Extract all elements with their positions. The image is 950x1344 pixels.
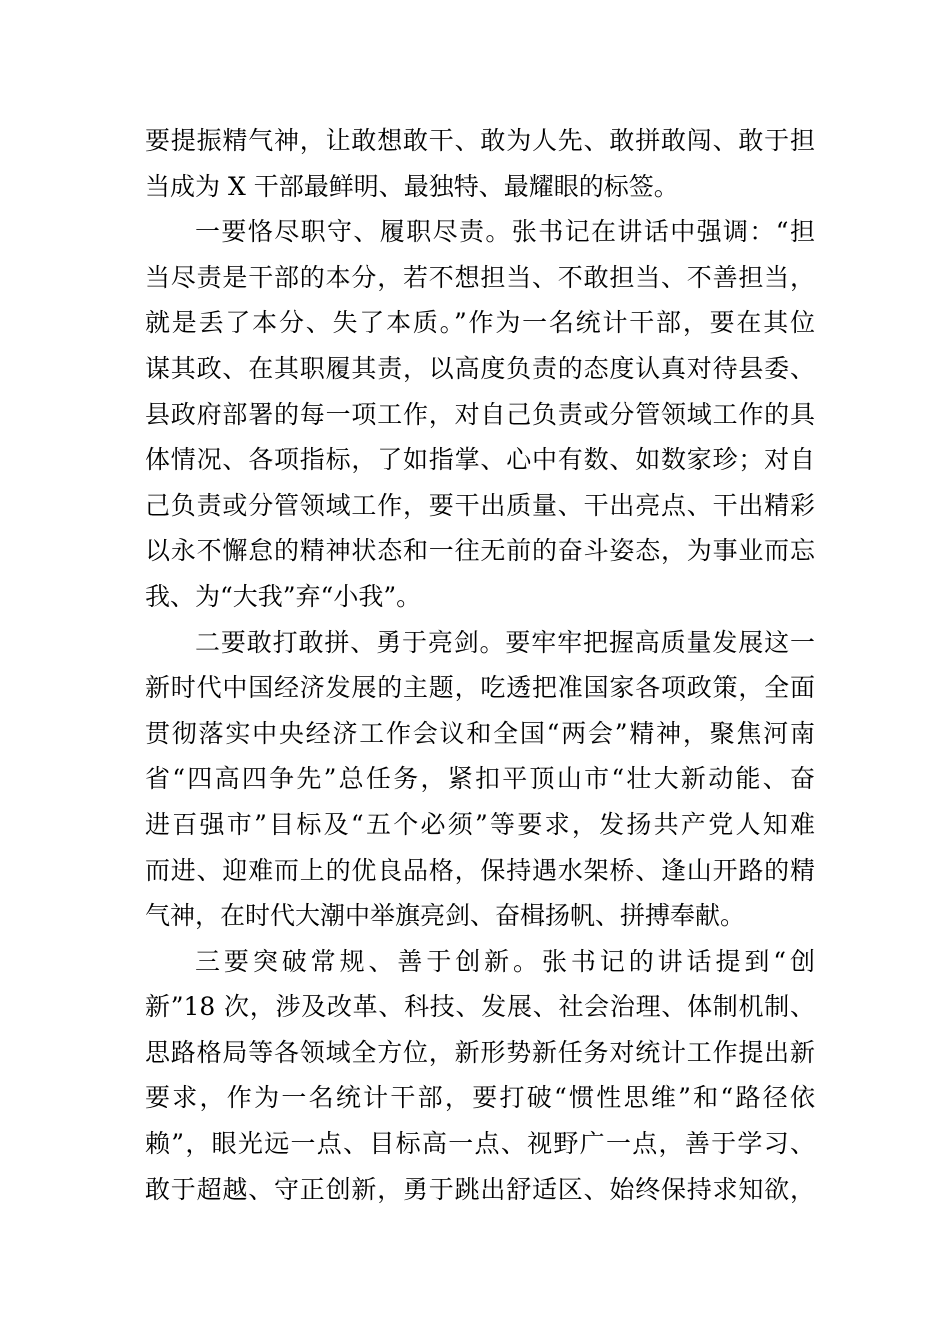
text-line: 当成为 X 干部最鲜明、最独特、最耀眼的标签。 [145, 171, 679, 201]
paragraph-first-line: 一要恪尽职守、履职尽责。张书记在讲话中强调：“担 [195, 217, 815, 247]
text-line: 谋其政、在其职履其责，以高度负责的态度认真对待县委、 [145, 353, 815, 383]
text-line: 进百强市”目标及“五个必须”等要求，发扬共产党人知难 [145, 809, 815, 839]
text-line: 县政府部署的每一项工作，对自己负责或分管领域工作的具 [145, 399, 815, 429]
text-line: 新”18 次，涉及改革、科技、发展、社会治理、体制机制、 [145, 992, 815, 1022]
text-line: 己负责或分管领域工作，要干出质量、干出亮点、干出精彩 [145, 490, 815, 520]
text-line: 要提振精气神，让敢想敢干、敢为人先、敢拼敢闯、敢于担 [145, 126, 815, 155]
text-line: 气神，在时代大潮中举旗亮剑、奋楫扬帆、拼搏奉献。 [145, 901, 746, 931]
text-line: 以永不懈怠的精神状态和一往无前的奋斗姿态，为事业而忘 [145, 536, 815, 566]
text-line: 敢于超越、守正创新，勇于跳出舒适区、始终保持求知欲， [145, 1174, 815, 1204]
paragraph-first-line: 二要敢打敢拼、勇于亮剑。要牢牢把握高质量发展这一 [195, 627, 815, 657]
text-line: 赖”，眼光远一点、目标高一点、视野广一点，善于学习、 [145, 1129, 815, 1159]
paragraph-first-line: 三要突破常规、善于创新。张书记的讲话提到“创 [195, 946, 815, 976]
text-line: 体情况、各项指标，了如指掌、心中有数、如数家珍；对自 [145, 445, 815, 475]
document-body-text [145, 118, 815, 1212]
text-line: 要求，作为一名统计干部，要打破“惯性思维”和“路径依 [145, 1083, 815, 1113]
text-line: 贯彻落实中央经济工作会议和全国“两会”精神，聚焦河南 [145, 718, 815, 748]
text-line: 我、为“大我”弃“小我”。 [145, 581, 422, 611]
text-line: 省“四高四争先”总任务，紧扣平顶山市“壮大新动能、奋 [145, 764, 815, 794]
text-line: 就是丢了本分、失了本质。”作为一名统计干部，要在其位 [145, 308, 815, 338]
text-line: 当尽责是干部的本分，若不想担当、不敢担当、不善担当， [145, 262, 815, 292]
text-line: 思路格局等各领域全方位，新形势新任务对统计工作提出新 [145, 1037, 815, 1067]
text-line: 而进、迎难而上的优良品格，保持遇水架桥、逢山开路的精 [145, 855, 815, 885]
text-line: 新时代中国经济发展的主题，吃透把准国家各项政策，全面 [145, 673, 815, 703]
